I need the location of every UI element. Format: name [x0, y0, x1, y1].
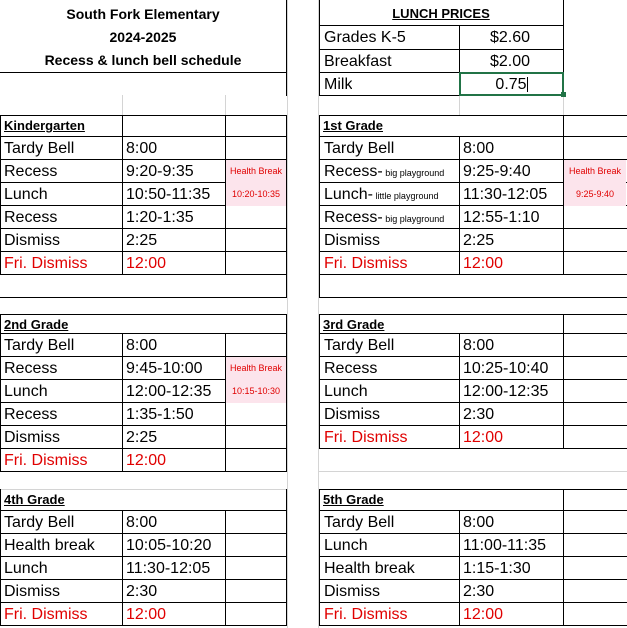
schedule-title: Recess & lunch bell schedule: [44, 52, 242, 68]
grid-line: [225, 95, 226, 115]
fri-dismiss-time: 12:00: [126, 606, 167, 623]
time: 2:25: [126, 232, 158, 249]
time: 1:15-1:30: [463, 560, 531, 577]
time: 1:20-1:35: [126, 209, 194, 226]
fri-dismiss-label: Fri. Dismiss: [4, 452, 88, 469]
time: 8:00: [126, 140, 158, 157]
milk-price-input[interactable]: 0.75: [495, 76, 527, 93]
fill-handle[interactable]: [561, 92, 566, 97]
label: Dismiss: [4, 429, 60, 446]
label: Recess: [4, 360, 58, 377]
time: 2:30: [126, 583, 158, 600]
lunch-prices-title: LUNCH PRICES: [392, 6, 490, 21]
time: 11:30-12:05: [126, 560, 211, 577]
time: 1:35-1:50: [126, 406, 194, 423]
label: Dismiss: [4, 232, 60, 249]
location-note: big playground: [382, 168, 445, 178]
price-value: $2.00: [489, 53, 531, 70]
price-label: Grades K-5: [324, 29, 406, 46]
location-note: big playground: [382, 214, 445, 224]
time: 2:30: [463, 406, 495, 423]
fri-dismiss-label: Fri. Dismiss: [324, 606, 408, 623]
fri-dismiss-label: Fri. Dismiss: [324, 255, 408, 272]
label: Dismiss: [324, 583, 380, 600]
location-note: little playground: [372, 191, 439, 201]
label: Recess: [324, 360, 378, 377]
time: 2:25: [126, 429, 158, 446]
label: Lunch: [324, 537, 368, 554]
label: Recess- big playground: [324, 163, 445, 180]
time: 8:00: [463, 140, 495, 157]
kindergarten-title: Kindergarten: [4, 118, 85, 133]
time: 12:00-12:35: [463, 383, 549, 400]
time: 12:00-12:35: [126, 383, 212, 400]
label: Recess: [4, 209, 58, 226]
grid-line: [319, 471, 627, 472]
time: 2:30: [463, 583, 495, 600]
school-year: 2024-2025: [109, 29, 177, 45]
label: Recess- big playground: [324, 209, 445, 226]
label: Health break: [4, 537, 95, 554]
time: 9:45-10:00: [126, 360, 203, 377]
time: 8:00: [126, 337, 158, 354]
text-cursor: [527, 77, 528, 92]
label: Lunch: [324, 383, 368, 400]
label: Lunch: [4, 383, 48, 400]
grade4-title: 4th Grade: [4, 492, 65, 507]
health-break-label: Health Break: [226, 160, 286, 183]
time: 10:05-10:20: [126, 537, 212, 554]
grade3-title: 3rd Grade: [323, 317, 385, 332]
health-break-label: Health Break: [564, 160, 626, 183]
grid-line: [563, 95, 564, 115]
grid-line: [287, 0, 288, 628]
fri-dismiss-time: 12:00: [126, 452, 167, 469]
health-break-time: 10:20-10:35: [226, 183, 286, 206]
label: Tardy Bell: [324, 337, 395, 354]
time: 8:00: [126, 514, 158, 531]
health-break-time: 9:25-9:40: [564, 183, 626, 206]
fri-dismiss-time: 12:00: [463, 429, 504, 446]
label: Lunch- little playground: [324, 186, 439, 203]
grid-line: [459, 95, 460, 115]
label: Tardy Bell: [4, 337, 75, 354]
school-name: South Fork Elementary: [66, 6, 220, 22]
fri-dismiss-time: 12:00: [463, 606, 504, 623]
grade2-title: 2nd Grade: [4, 317, 69, 332]
time: 10:25-10:40: [463, 360, 549, 377]
time: 9:25-9:40: [463, 163, 531, 180]
grade1-title: 1st Grade: [323, 118, 383, 133]
fri-dismiss-label: Fri. Dismiss: [4, 606, 88, 623]
time: 8:00: [463, 514, 495, 531]
label: Recess: [4, 406, 58, 423]
label: Tardy Bell: [324, 140, 395, 157]
label: Tardy Bell: [4, 514, 75, 531]
fri-dismiss-label: Fri. Dismiss: [4, 255, 88, 272]
grade5-title: 5th Grade: [323, 492, 384, 507]
grid-line: [122, 95, 123, 115]
label: Dismiss: [324, 232, 380, 249]
time: 11:00-11:35: [463, 537, 547, 554]
price-value: $2.60: [489, 29, 531, 46]
health-break-label: Health Break: [226, 357, 286, 380]
label: Recess: [4, 163, 58, 180]
label: Dismiss: [324, 406, 380, 423]
label: Tardy Bell: [4, 140, 75, 157]
label: Health break: [324, 560, 415, 577]
label: Lunch: [4, 186, 48, 203]
fri-dismiss-time: 12:00: [463, 255, 504, 272]
time: 12:55-1:10: [463, 209, 540, 226]
fri-dismiss-label: Fri. Dismiss: [324, 429, 408, 446]
price-label: Breakfast: [324, 53, 392, 70]
time: 2:25: [463, 232, 495, 249]
time: 8:00: [463, 337, 495, 354]
label: Tardy Bell: [324, 514, 395, 531]
label: Lunch: [4, 560, 48, 577]
health-break-time: 10:15-10:30: [226, 380, 286, 403]
time: 11:30-12:05: [463, 186, 548, 203]
time: 10:50-11:35: [126, 186, 211, 203]
label: Dismiss: [4, 583, 60, 600]
fri-dismiss-time: 12:00: [126, 255, 167, 272]
price-label: Milk: [324, 76, 353, 93]
time: 9:20-9:35: [126, 163, 194, 180]
